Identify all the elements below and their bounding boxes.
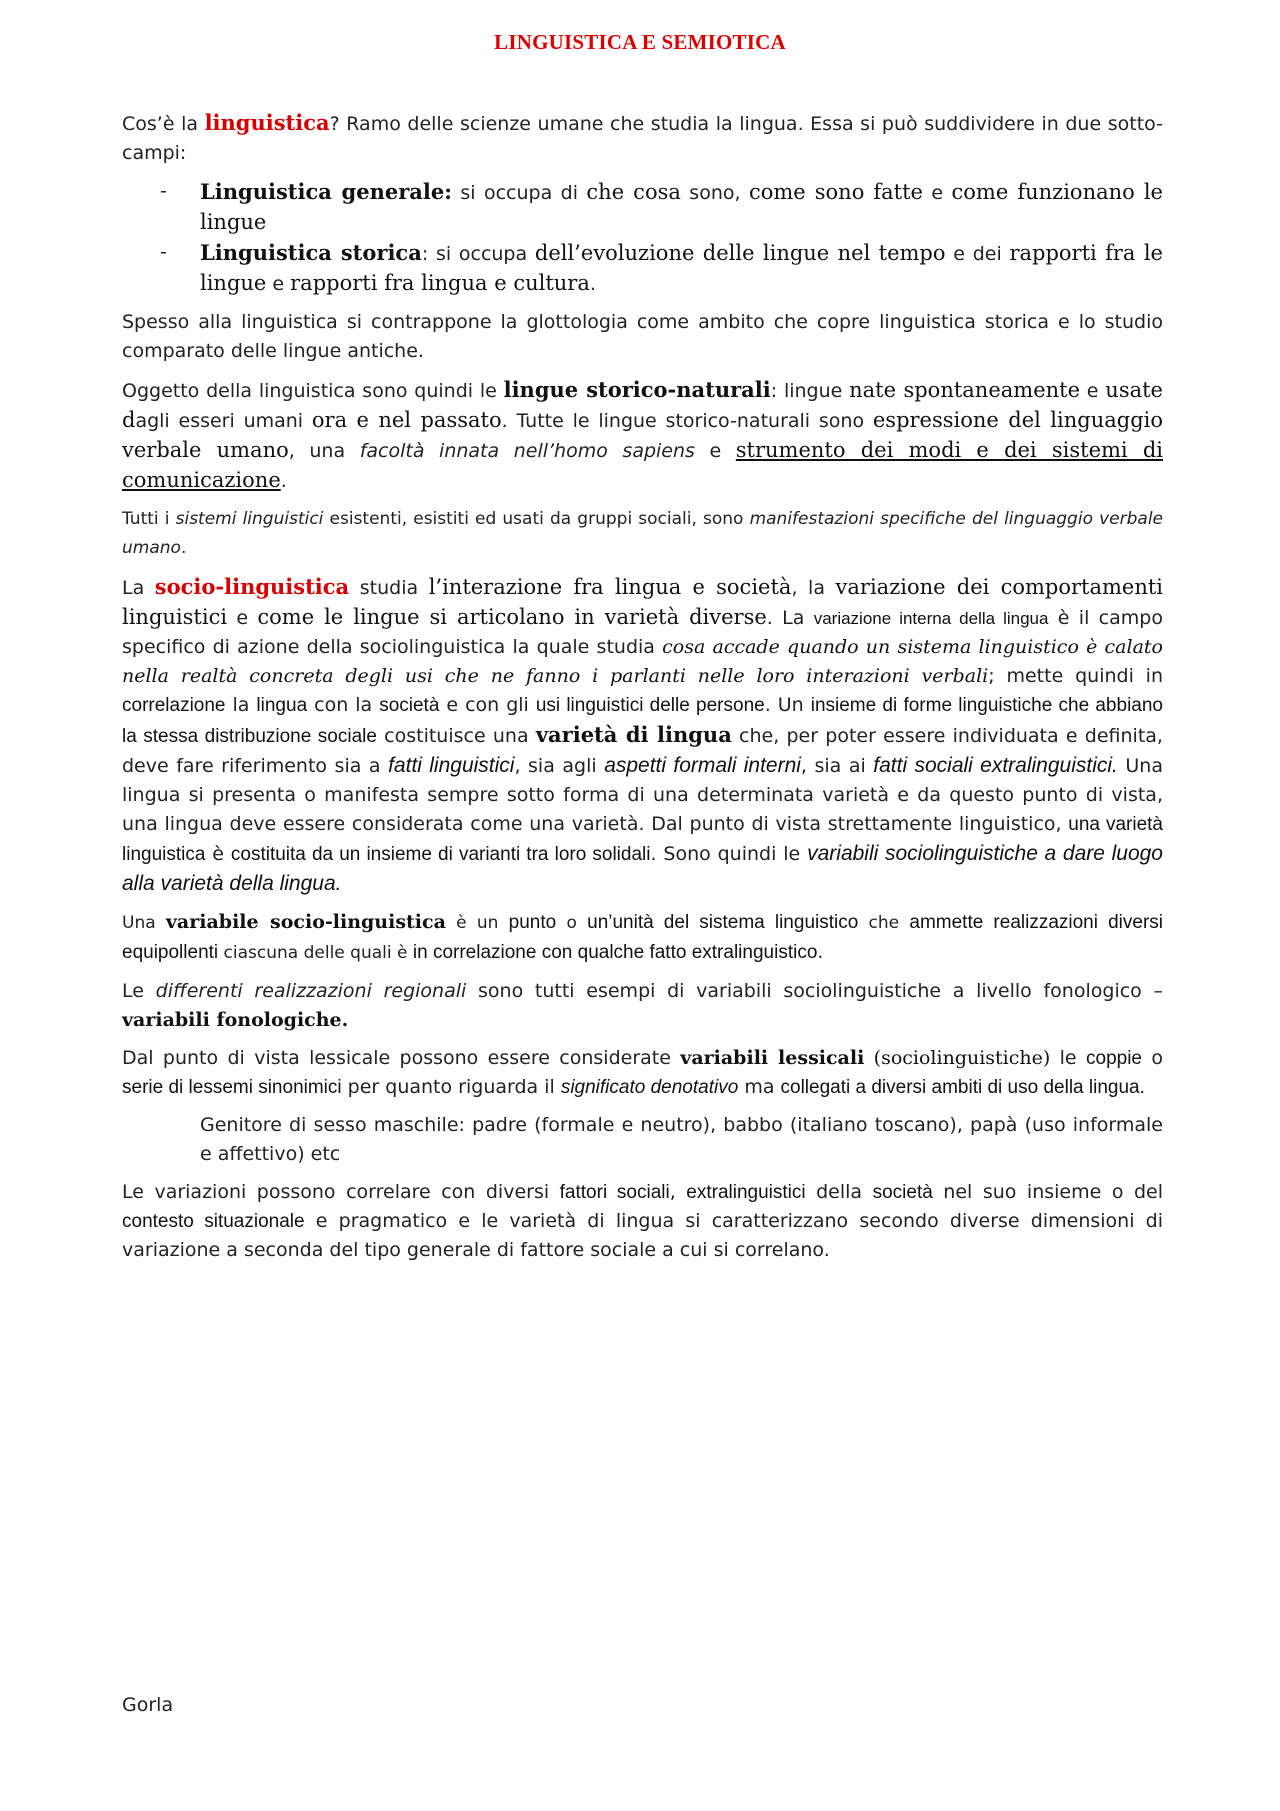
document-body <box>122 108 1163 1274</box>
page-footer: Gorla <box>122 1694 174 1716</box>
list-item: - Linguistica storica: si occupa dell’evoluzione delle lingue nel tempo e dei rapporti fra le lingue e rapporti fra lingua e cultura. <box>160 240 1163 295</box>
paragraph-variabile: Una variabile socio-linguistica è un punto o un’unità del sistema linguistico che ammette realizzazioni diversi equipollenti ciascuna delle quali è in correlazione con qualche fatto extralinguistico. <box>122 911 1164 963</box>
intro-paragraph: Cos’è la linguistica? Ramo delle scienze umane che studia la lingua. Essa si può suddividere in due sotto-campi: <box>122 110 1163 164</box>
list-bullet: - <box>160 241 167 263</box>
term-socio-linguistica: socio-linguistica <box>154 574 350 599</box>
paragraph-sociolinguistica: La socio-linguistica studia l’interazione fra lingua e società, la variazione dei comportamenti linguistici e come le lingue si articolano in varietà diverse. La variazione interna della lingua è il campo specifico di azione della sociolinguistica la quale studia cosa accade quando un sistema linguistico è calato nella realtà concreta degli usi che ne fanno i parlanti nelle loro interazioni verbali; mette quindi in correlazione la lingua con la società e con gli usi linguistici delle persone. Un insieme di forme linguistiche che abbiano la stessa distribuzione sociale costituisce una varietà di lingua che, per poter essere individuata e definita, deve fare riferimento sia a fatti linguistici, sia agli aspetti formali interni, sia ai fatti sociali extralinguistici. Una lingua si presenta o manifesta sempre sotto forma di una determinata varietà e da questo punto di vista, una lingua deve essere considerata come una varietà. Dal punto di vista strettamente linguistico, una varietà linguistica è costituita da un insieme di varianti tra loro solidali. Sono quindi le variabili sociolinguistiche a dare luogo alla varietà della lingua. <box>122 574 1163 895</box>
list-bullet: - <box>160 180 167 202</box>
paragraph-variazioni: Le variazioni possono correlare con diversi fattori sociali, extralinguistici della società nel suo insieme o del contesto situazionale e pragmatico e le varietà di lingua si caratterizzano secondo diverse dimensioni di variazione a seconda del tipo generale di fattore sociale a cui si correlano. <box>122 1181 1163 1261</box>
paragraph-sistemi: Tutti i sistemi linguistici esistenti, esistiti ed usati da gruppi sociali, sono manifestazioni specifiche del linguaggio verbale umano. <box>122 509 1163 558</box>
page-title: LINGUISTICA E SEMIOTICA <box>494 30 786 54</box>
paragraph-regionali: Le differenti realizzazioni regionali sono tutti esempi di variabili sociolinguistiche a livello fonologico – variabili fonologiche. <box>122 980 1163 1031</box>
term-linguistica: linguistica <box>204 110 330 135</box>
paragraph-lessicale: Dal punto di vista lessicale possono essere considerate variabili lessicali (sociolinguistiche) le coppie o serie di lessemi sinonimici per quanto riguarda il significato denotativo ma collegati a diversi ambiti di uso della lingua. <box>122 1047 1163 1098</box>
subfields-list <box>122 177 1163 299</box>
list-item: - Linguistica generale: si occupa di che cosa sono, come sono fatte e come funzionano le lingue <box>160 179 1163 234</box>
example-block: Genitore di sesso maschile: padre (formale e neutro), babbo (italiano toscano), papà (uso informale e affettivo) etc <box>200 1114 1163 1165</box>
paragraph-oggetto: Oggetto della linguistica sono quindi le lingue storico-naturali: lingue nate spontaneamente e usate dagli esseri umani ora e nel passato. Tutte le lingue storico-naturali sono espressione del linguaggio verbale umano, una facoltà innata nell’homo sapiens e strumento dei modi e dei sistemi di comunicazione. <box>122 377 1163 492</box>
paragraph-glottologia: Spesso alla linguistica si contrappone la glottologia come ambito che copre linguistica storica e lo studio comparato delle lingue antiche. <box>122 311 1163 362</box>
